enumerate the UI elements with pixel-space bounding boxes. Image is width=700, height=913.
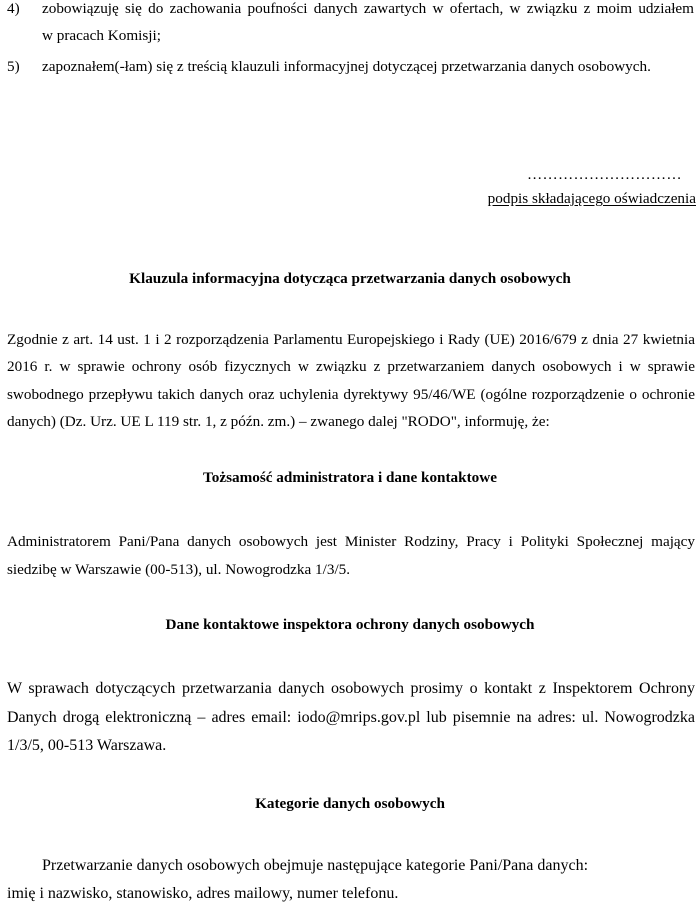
intro-line-3: swobodnego przepływu takich danych oraz uchylenia dyrektywy 95/46/WE (ogólne rozporządzenie o ochronie (7, 386, 695, 403)
clause-title: Klauzula informacyjna dotycząca przetwarzania danych osobowych (129, 270, 571, 287)
list-item-5-line-1: zapoznałem(-łam) się z treścią klauzuli informacyjnej dotyczącej przetwarzania danych osobowych. (42, 58, 651, 75)
categories-line-1: Przetwarzanie danych osobowych obejmuje następujące kategorie Pani/Pana danych: (42, 857, 589, 874)
intro-line-4: danych) (Dz. Urz. UE L 119 str. 1, z późn. zm.) – zwanego dalej "RODO", informuję, że: (7, 413, 550, 430)
intro-line-2: 2016 r. w sprawie ochrony osób fizycznych w związku z przetwarzaniem danych osobowych i w sprawie (7, 358, 695, 375)
admin-section-title: Tożsamość administratora i dane kontaktowe (203, 469, 497, 486)
inspector-line-3: 1/3/5, 00-513 Warszawa. (7, 737, 167, 754)
admin-line-1: Administratorem Pani/Pana danych osobowych jest Minister Rodziny, Pracy i Polityki Społecznej mający (7, 533, 695, 550)
categories-line-2: imię i nazwisko, stanowisko, adres mailowy, numer telefonu. (7, 885, 399, 902)
signature-label: podpis składającego oświadczenia (487, 190, 696, 207)
categories-section-title: Kategorie danych osobowych (255, 795, 445, 812)
list-item-4-line-2: w pracach Komisji; (42, 27, 161, 44)
intro-line-1: Zgodnie z art. 14 ust. 1 i 2 rozporządzenia Parlamentu Europejskiego i Rady (UE) 2016/679 z dnia 27 kwietnia (7, 331, 695, 348)
inspector-line-1: W sprawach dotyczących przetwarzania danych osobowych prosimy o kontakt z Inspektorem Ochrony (7, 680, 695, 697)
list-item-5-number: 5) (7, 58, 20, 75)
list-item-4-line-1: zobowiązuję się do zachowania poufności danych zawartych w ofertach, w związku z moim udziałem (42, 0, 694, 17)
signature-dots: ………………………… (527, 166, 682, 183)
admin-line-2: siedzibę w Warszawie (00-513), ul. Nowogrodzka 1/3/5. (7, 561, 351, 578)
inspector-section-title: Dane kontaktowe inspektora ochrony danych osobowych (165, 616, 535, 633)
list-item-4-number: 4) (7, 0, 20, 17)
inspector-line-2: Danych drogą elektroniczną – adres email: iodo@mrips.gov.pl lub pisemnie na adres: ul. Nowogrodzka (7, 709, 695, 726)
